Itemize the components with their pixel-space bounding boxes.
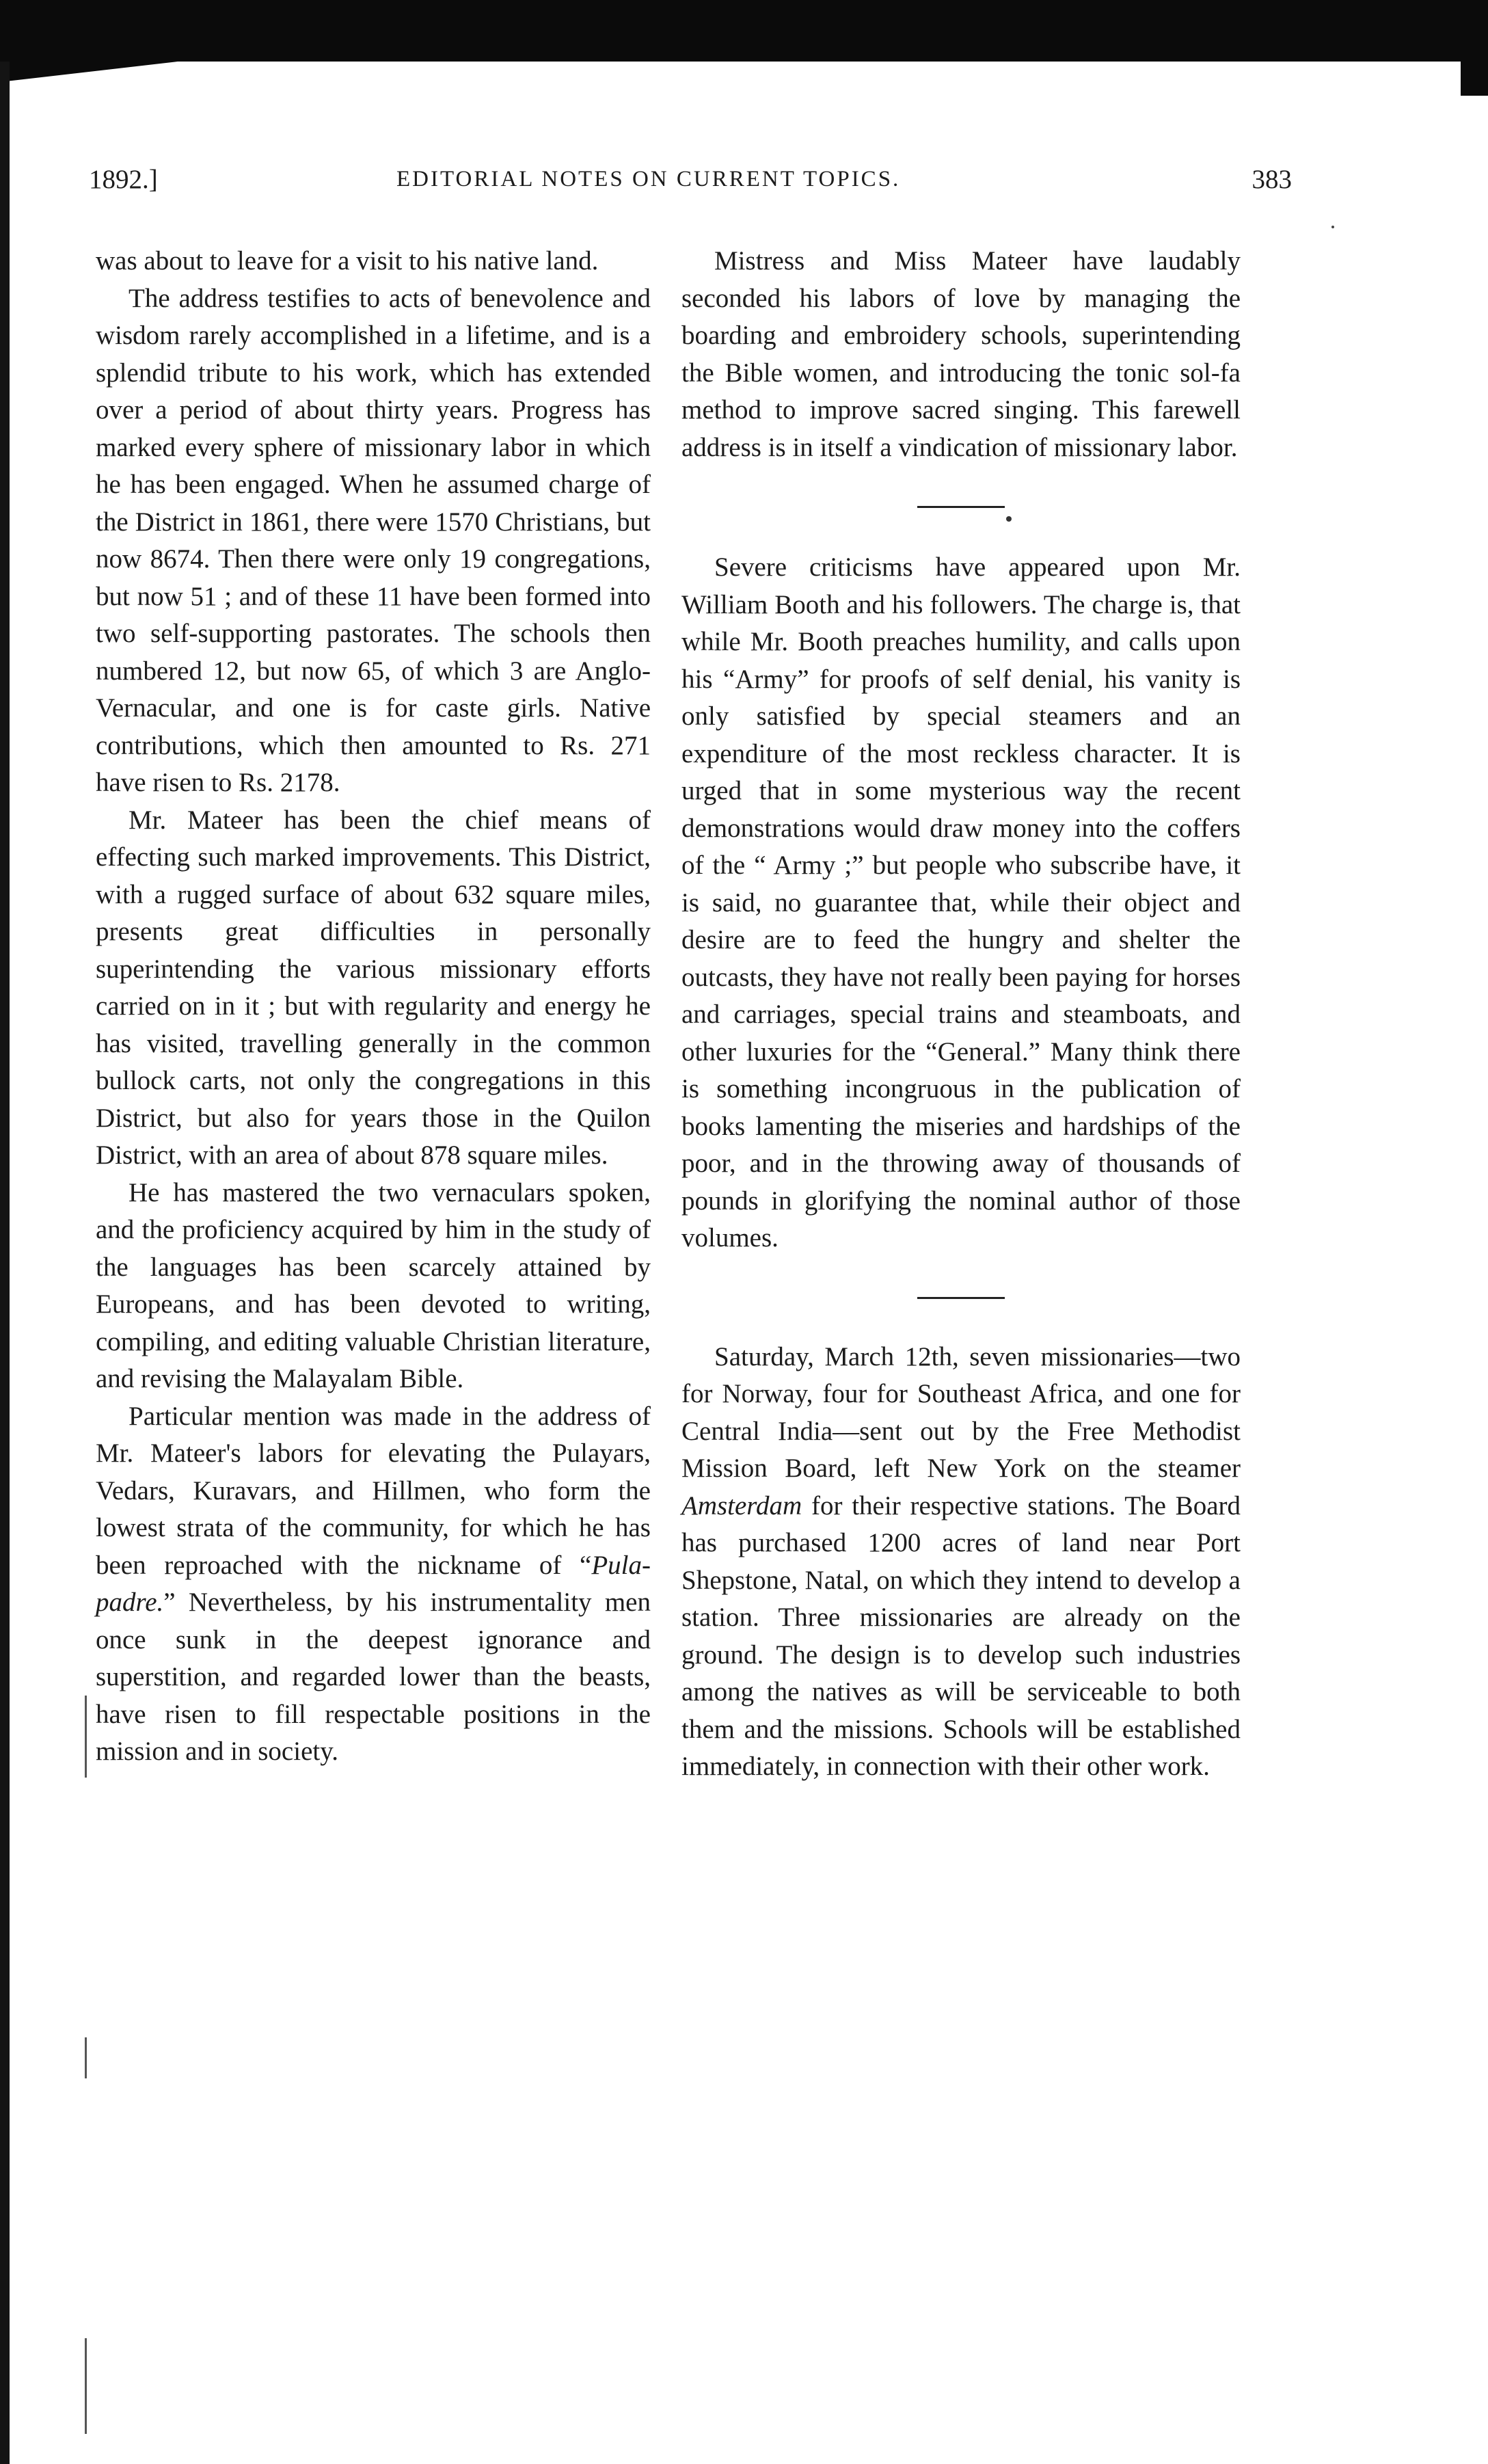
paragraph-address-tribute: The address testifies to acts of benevolence and wisdom rarely accomplished in a lifetime, and is a splendid tribute to his work, which has extended over a period of about thirty years. Progress has marked every sphere of missionary labor in which he has been engaged. When he assumed charge of the District in 1861, there were 1570 Christians, but now 8674. Then there were only 19 congregations, but now 51 ; and of these 11 have been formed into two self-supporting pastorates. The schools then numbered 12, but now 65, of which 3 are Anglo-Vernacular, and one is for caste girls. Native contributions, which then amounted to Rs. 271 have risen to Rs. 2178. xyxy=(96,283,651,797)
header-year: 1892.] xyxy=(89,165,158,194)
pulayars-text-start: Particular mention was made in the address of Mr. Mateer's labors for elevating the Pulayars, Vedars, Kuravars, and Hillmen, who form the lowest strata of the community, for which he has been reproached with the nickname of “ xyxy=(96,1401,651,1580)
paragraph-pulayars xyxy=(96,1398,651,1771)
section-gap xyxy=(681,1299,1241,1339)
free-methodist-text-end: for their respective stations. The Board has purchased 1200 acres of land near Port Shepstone, Natal, on which they intend to develop a station. Three missionaries are already on the ground. The design is to develop such industries among the natives as will be serviceable to both them and the missions. Schools will be established immediately, in connection with their other work. xyxy=(681,1490,1241,1781)
scan-speck xyxy=(1331,226,1334,228)
scan-gutter-mark xyxy=(85,1696,87,1778)
pulayars-text-end: ” Nevertheless, by his instrumentality men once sunk in the deepest ignorance and superstition, and regarded lower than the beasts, have risen to fill respectable positions in the mission and in society. xyxy=(96,1588,651,1766)
scan-top-border xyxy=(0,0,1488,62)
free-methodist-text-start: Saturday, March 12th, seven missionaries—two for Norway, four for Southeast Africa, and one for Central India—sent out by the Free Methodist Mission Board, left New York on the steamer xyxy=(681,1341,1241,1483)
scan-speck xyxy=(1006,516,1012,522)
paragraph-improvements: Mr. Mateer has been the chief means of effecting such marked improvements. This District, with a rugged surface of about 632 square miles, presents great difficulties in personally superintending the various missionary efforts carried on in it ; but with regularity and energy he has visited, travelling generally in the common bullock carts, not only the congregations in this District, but also for years those in the Quilon District, with an area of about 878 square miles. xyxy=(96,805,651,1170)
paragraph-free-methodist xyxy=(681,1339,1241,1786)
scan-top-border-taper xyxy=(0,62,178,82)
ship-name-italic: Amsterdam xyxy=(681,1490,802,1521)
paragraph-mistress-mateer: Mistress and Miss Mateer have laudably seconded his labors of love by managing the boarding and embroidery schools, superintending the Bible women, and introducing the tonic sol-fa method to improve sacred singing. This farewell address is in itself a vindication of missionary labor. xyxy=(681,246,1241,462)
scan-left-border xyxy=(0,62,10,2464)
page-number: 383 xyxy=(1252,165,1292,194)
scan-gutter-mark xyxy=(85,2037,87,2078)
section-gap xyxy=(681,522,1241,549)
section-rule xyxy=(917,506,1005,508)
paragraph-vernaculars: He has mastered the two vernaculars spoken, and the proficiency acquired by him in the study of the languages has been scarcely attained by Europeans, and has been devoted to writing, compiling, and editing valuable Christian literature, and revising the Malayalam Bible. xyxy=(96,1177,651,1393)
paragraph-continued: was about to leave for a visit to his native land. xyxy=(96,246,599,276)
right-column xyxy=(681,243,1241,1786)
left-column xyxy=(96,243,651,1771)
scan-gutter-mark xyxy=(85,2338,87,2434)
running-title: EDITORIAL NOTES ON CURRENT TOPICS. xyxy=(396,167,901,191)
scan-right-border xyxy=(1461,0,1488,96)
paragraph-booth-criticism: Severe criticisms have appeared upon Mr. William Booth and his followers. The charge is, that while Mr. Booth preaches humility, and calls upon his “Army” for proofs of self denial, his vanity is only satisfied by special steamers and an expenditure of the most reckless character. It is urged that in some mysterious way the recent demonstrations would draw money into the coffers of the “ Army ;” but people who subscribe have, it is said, no guarantee that, while their object and desire are to feed the hungry and shelter the outcasts, they have not really been paying for horses and carriages, special trains and steamboats, and other luxuries for the “General.” Many think there is something incongruous in the publication of books lamenting the miseries and hardships of the poor, and in the throwing away of thousands of pounds in glorifying the nominal author of those volumes. xyxy=(681,552,1241,1253)
page-header xyxy=(89,164,1292,205)
nickname-italic: Pula-padre. xyxy=(96,1550,651,1617)
